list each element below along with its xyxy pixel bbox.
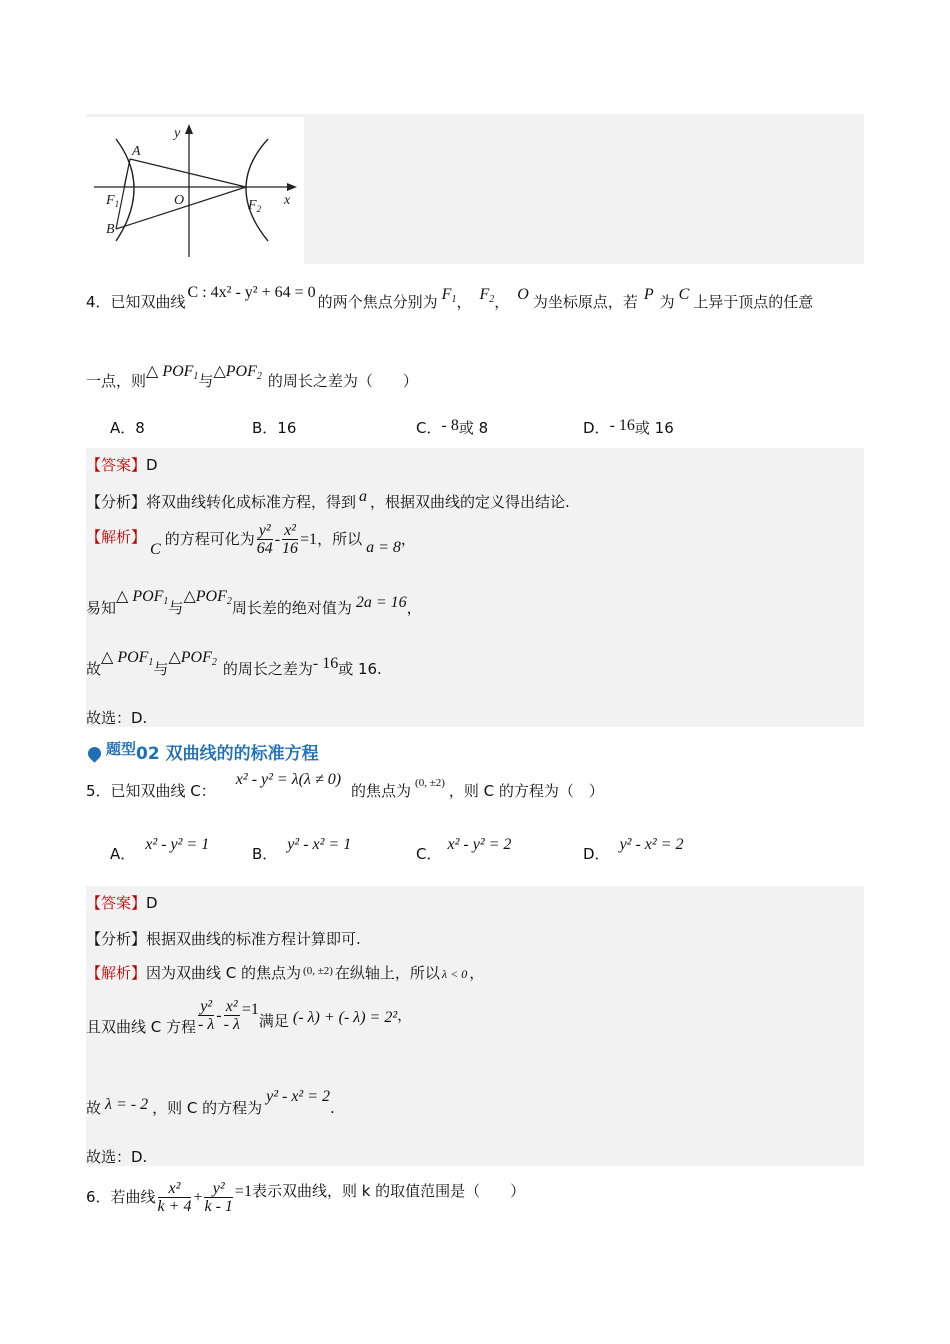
- lambda-negative: λ < 0: [441, 967, 468, 981]
- solution-tag: 【解析】: [86, 528, 147, 546]
- minus-sign: -: [216, 1007, 222, 1024]
- solution-c: C: [150, 541, 161, 558]
- label-f1: $F_1$: [106, 193, 120, 209]
- answer-tag: 【答案】: [86, 894, 147, 912]
- answer-value: D: [146, 894, 158, 912]
- q5-equation: x² - y² = λ(λ ≠ 0): [235, 771, 342, 788]
- q4-option-a[interactable]: A．8: [110, 419, 145, 437]
- q5-solution-line3: [86, 1088, 335, 1117]
- solution-text: .: [330, 1099, 335, 1117]
- q4-option-c[interactable]: C．- 8或 8: [416, 417, 489, 437]
- q4-f2: $F_2$: [479, 286, 495, 305]
- section-heading: [86, 739, 319, 764]
- section-title: 02 双曲线的的标准方程: [136, 744, 319, 764]
- solution-text: ，: [400, 530, 416, 548]
- q4-f1: $F_1$: [441, 286, 457, 305]
- q6-number: 6．若曲线: [86, 1188, 156, 1206]
- q5-answer: [86, 892, 158, 913]
- triangle-2: $\triangle POF_2$: [168, 649, 217, 668]
- fraction-y2-neg-lambda: $\frac{\text{y²}}{- \lambda}$: [198, 998, 215, 1033]
- equals-one: =1: [234, 1183, 252, 1200]
- q4-o: O: [517, 286, 529, 303]
- lambda-sum: (- λ) + (- λ) = 2²: [292, 1009, 398, 1026]
- solution-tag: 【解析】: [86, 964, 147, 982]
- solution-text: 易知: [86, 599, 117, 617]
- label-b: B: [106, 222, 115, 237]
- q4-c: C: [678, 286, 690, 303]
- solution-text: 满足: [258, 1012, 289, 1030]
- q5-option-a[interactable]: A．x² - y² = 1: [110, 836, 210, 863]
- q6-text: 表示双曲线，则 k 的取值范围是（ ）: [251, 1182, 526, 1200]
- answer-tag: 【答案】: [86, 456, 147, 474]
- label-o: O: [174, 193, 185, 208]
- q4-equation: C : 4x² - y² + 64 = 0: [187, 284, 316, 301]
- solution-text: 与: [153, 660, 169, 678]
- q5-line1: [86, 771, 604, 801]
- q4-answer: [86, 454, 158, 475]
- solution-text: 周长差的绝对值为: [231, 599, 352, 617]
- solution-text: ，: [469, 964, 485, 982]
- plus-sign: +: [193, 1189, 203, 1206]
- hyperbola-figure: [86, 117, 304, 264]
- label-f2: $F_2$: [248, 198, 262, 214]
- location-pin-icon: [85, 744, 103, 762]
- q5-result-equation: y² - x² = 2: [266, 1088, 331, 1105]
- q4-solution-line1: [86, 522, 416, 557]
- solution-text: ，则 C 的方程为: [152, 1099, 263, 1117]
- triangle-1: △ $POF_1$: [101, 649, 154, 668]
- q4-choose: 故选：D.: [86, 709, 148, 727]
- label-a: A: [132, 144, 141, 159]
- perimeter-diff: 2a = 16: [355, 594, 407, 611]
- q5-analysis: [86, 928, 361, 949]
- q4-option-b[interactable]: B．16: [252, 419, 297, 437]
- solution-text: ，: [397, 1006, 413, 1024]
- analysis-text: 将双曲线转化成标准方程，得到: [146, 493, 357, 511]
- q4-text: 上异于顶点的任意: [693, 293, 814, 311]
- fraction-y2-k-minus-1: $\frac{\text{y²}}{k - 1}$: [204, 1180, 233, 1215]
- fraction-x2-16: $\frac{\text{x²}}{16}$: [282, 522, 299, 557]
- solution-text: 与: [168, 599, 184, 617]
- solution-text: 因为双曲线 C 的焦点为: [146, 964, 302, 982]
- solution-focus: (0, ±2): [303, 965, 333, 977]
- q4-comma: ，: [456, 293, 472, 311]
- q4-text: 的两个焦点分别为: [317, 293, 438, 311]
- lambda-value: λ = - 2: [105, 1096, 149, 1113]
- q4-triangle-2: $\triangle POF_2$: [213, 363, 262, 382]
- minus-sign: -: [274, 531, 281, 548]
- analysis-text: 根据双曲线的标准方程计算即可.: [146, 930, 361, 948]
- solution-text: 的周长之差为: [222, 660, 313, 678]
- analysis-tag: 【分析】: [86, 930, 147, 948]
- q4-text: 一点，则: [86, 372, 147, 390]
- q4-text: 与: [198, 372, 214, 390]
- analysis-a: a: [359, 488, 368, 505]
- triangle-2: $\triangle POF_2$: [183, 588, 232, 607]
- q4-solution-line3: [86, 649, 382, 680]
- solution-text: 在纵轴上，所以: [334, 964, 440, 982]
- q4-p: P: [643, 286, 654, 303]
- q4-text: 为坐标原点，若: [532, 293, 638, 311]
- solution-text: 或 16.: [338, 660, 382, 678]
- q4-solution-line2: [86, 588, 422, 619]
- fraction-x2-neg-lambda: $\frac{\text{x²}}{- \lambda}$: [223, 998, 240, 1033]
- section-label: 题型: [106, 740, 137, 758]
- q4-line1: [86, 284, 814, 313]
- q4-number: 4．已知双曲线: [86, 293, 186, 311]
- q4-text: 为: [659, 293, 675, 311]
- solution-text: ，: [406, 599, 422, 617]
- label-y: y: [174, 126, 181, 141]
- q5-option-d[interactable]: D．y² - x² = 2: [583, 836, 684, 863]
- solution-text: 的方程可化为: [164, 530, 255, 548]
- q4-option-d[interactable]: D．- 16或 16: [583, 417, 674, 437]
- fraction-y2-64: $\frac{\text{y²}}{64}$: [256, 522, 273, 557]
- q6-line1: [86, 1180, 525, 1215]
- minus-16: - 16: [312, 655, 339, 672]
- q5-text: ，则 C 的方程为（ ）: [448, 782, 604, 800]
- label-x: x: [284, 193, 291, 208]
- fraction-x2-k-plus-4: $\frac{\text{x²}}{k + 4}$: [157, 1180, 192, 1215]
- triangle-1: △ $POF_1$: [116, 588, 169, 607]
- equals-one: =1: [300, 531, 318, 548]
- solution-a-eq: a = 8: [366, 539, 401, 556]
- q4-triangle-1: △ $POF_1$: [146, 363, 199, 382]
- q5-option-c[interactable]: C．x² - y² = 2: [416, 836, 512, 863]
- q5-number: 5．已知双曲线 C：: [86, 782, 216, 800]
- answer-value: D: [146, 456, 158, 474]
- analysis-tag: 【分析】: [86, 493, 147, 511]
- q5-text: 的焦点为: [351, 782, 412, 800]
- solution-text: ，所以: [317, 530, 363, 548]
- q5-solution-line2: [86, 998, 413, 1036]
- q5-focus: (0, ±2): [415, 777, 445, 789]
- solution-text: 且双曲线 C 方程: [86, 1018, 197, 1036]
- solution-text: 故: [86, 660, 102, 678]
- q5-option-b[interactable]: B．y² - x² = 1: [252, 836, 352, 863]
- q5-choose: 故选：D.: [86, 1148, 148, 1166]
- solution-text: 故: [86, 1099, 102, 1117]
- analysis-text: ，根据双曲线的定义得出结论.: [370, 493, 570, 511]
- q4-line2: [86, 363, 418, 392]
- equals-one: =1: [241, 1001, 259, 1018]
- q5-solution-line1: [86, 962, 484, 983]
- q4-comma: ，: [494, 293, 510, 311]
- q4-analysis: [86, 488, 570, 512]
- q4-text: 的周长之差为（ ）: [267, 372, 418, 390]
